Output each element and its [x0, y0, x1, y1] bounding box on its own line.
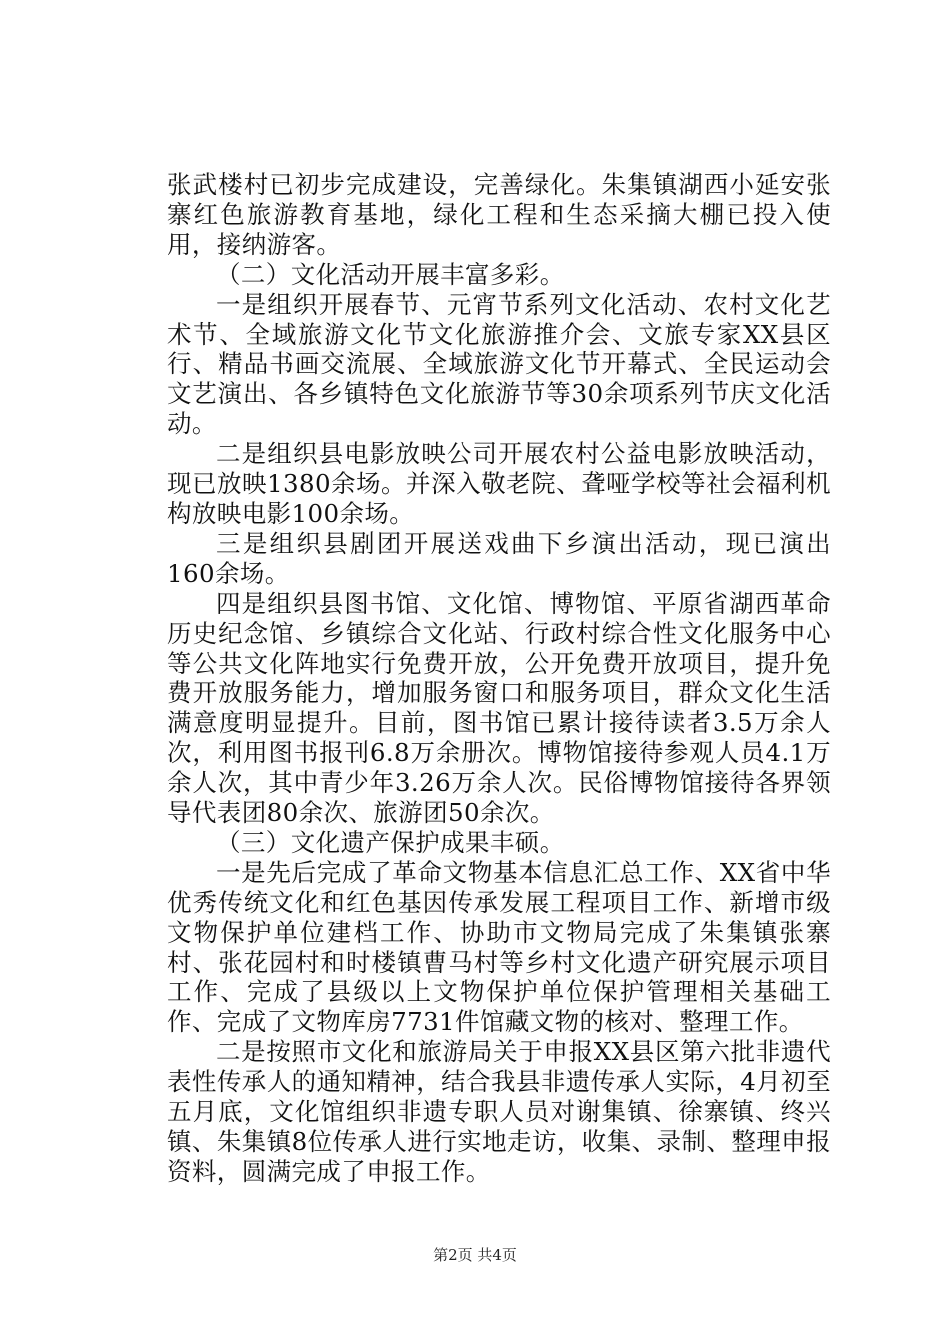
- paragraph-item-4: 四是组织县图书馆、文化馆、博物馆、平原省湖西革命历史纪念馆、乡镇综合文化站、行政村综合性文化服务中心等公共文化阵地实行免费开放，公开免费开放项目，提升免费开放服务能力，增加服务窗口和服务项目，群众文化生活满意度明显提升。目前，图书馆已累计接待读者3.5万余人次，利用图书报刊6.8万余册次。博物馆接待参观人员4.1万余人次，其中青少年3.26万余人次。民俗博物馆接待各界领导代表团80余次、旅游团50余次。: [167, 588, 831, 828]
- paragraph-heritage-2: 二是按照市文化和旅游局关于申报XX县区第六批非遗代表性传承人的通知精神，结合我县非遗传承人实际，4月初至五月底，文化馆组织非遗专职人员对谢集镇、徐寨镇、终兴镇、朱集镇8位传承人进行实地走访，收集、录制、整理申报资料，圆满完成了申报工作。: [167, 1037, 831, 1186]
- paragraph-item-1: 一是组织开展春节、元宵节系列文化活动、农村文化艺术节、全域旅游文化节文化旅游推介会、文旅专家XX县区行、精品书画交流展、全域旅游文化节开幕式、全民运动会文艺演出、各乡镇特色文化旅游节等30余项系列节庆文化活动。: [167, 289, 831, 439]
- paragraph-item-3: 三是组织县剧团开展送戏曲下乡演出活动，现已演出160余场。: [167, 528, 831, 588]
- section-heading-2: （二）文化活动开展丰富多彩。: [216, 259, 565, 289]
- document-body: [167, 170, 831, 1187]
- paragraph-continuation: 张武楼村已初步完成建设，完善绿化。朱集镇湖西小延安张寨红色旅游教育基地，绿化工程和生态采摘大棚已投入使用，接纳游客。: [167, 170, 831, 259]
- page-footer: [0, 1245, 950, 1265]
- paragraph-heritage-1: 一是先后完成了革命文物基本信息汇总工作、XX省中华优秀传统文化和红色基因传承发展工程项目工作、新增市级文物保护单位建档工作、协助市文物局完成了朱集镇张寨村、张花园村和时楼镇曹马村等乡村文化遗产研究展示项目工作、完成了县级以上文物保护单位保护管理相关基础工作、完成了文物库房7731件馆藏文物的核对、整理工作。: [167, 857, 831, 1037]
- page-number-label: 第2页 共4页: [433, 1246, 517, 1264]
- paragraph-item-2: 二是组织县电影放映公司开展农村公益电影放映活动，现已放映1380余场。并深入敬老院、聋哑学校等社会福利机构放映电影100余场。: [167, 439, 831, 528]
- section-heading-3: （三）文化遗产保护成果丰硕。: [216, 827, 565, 857]
